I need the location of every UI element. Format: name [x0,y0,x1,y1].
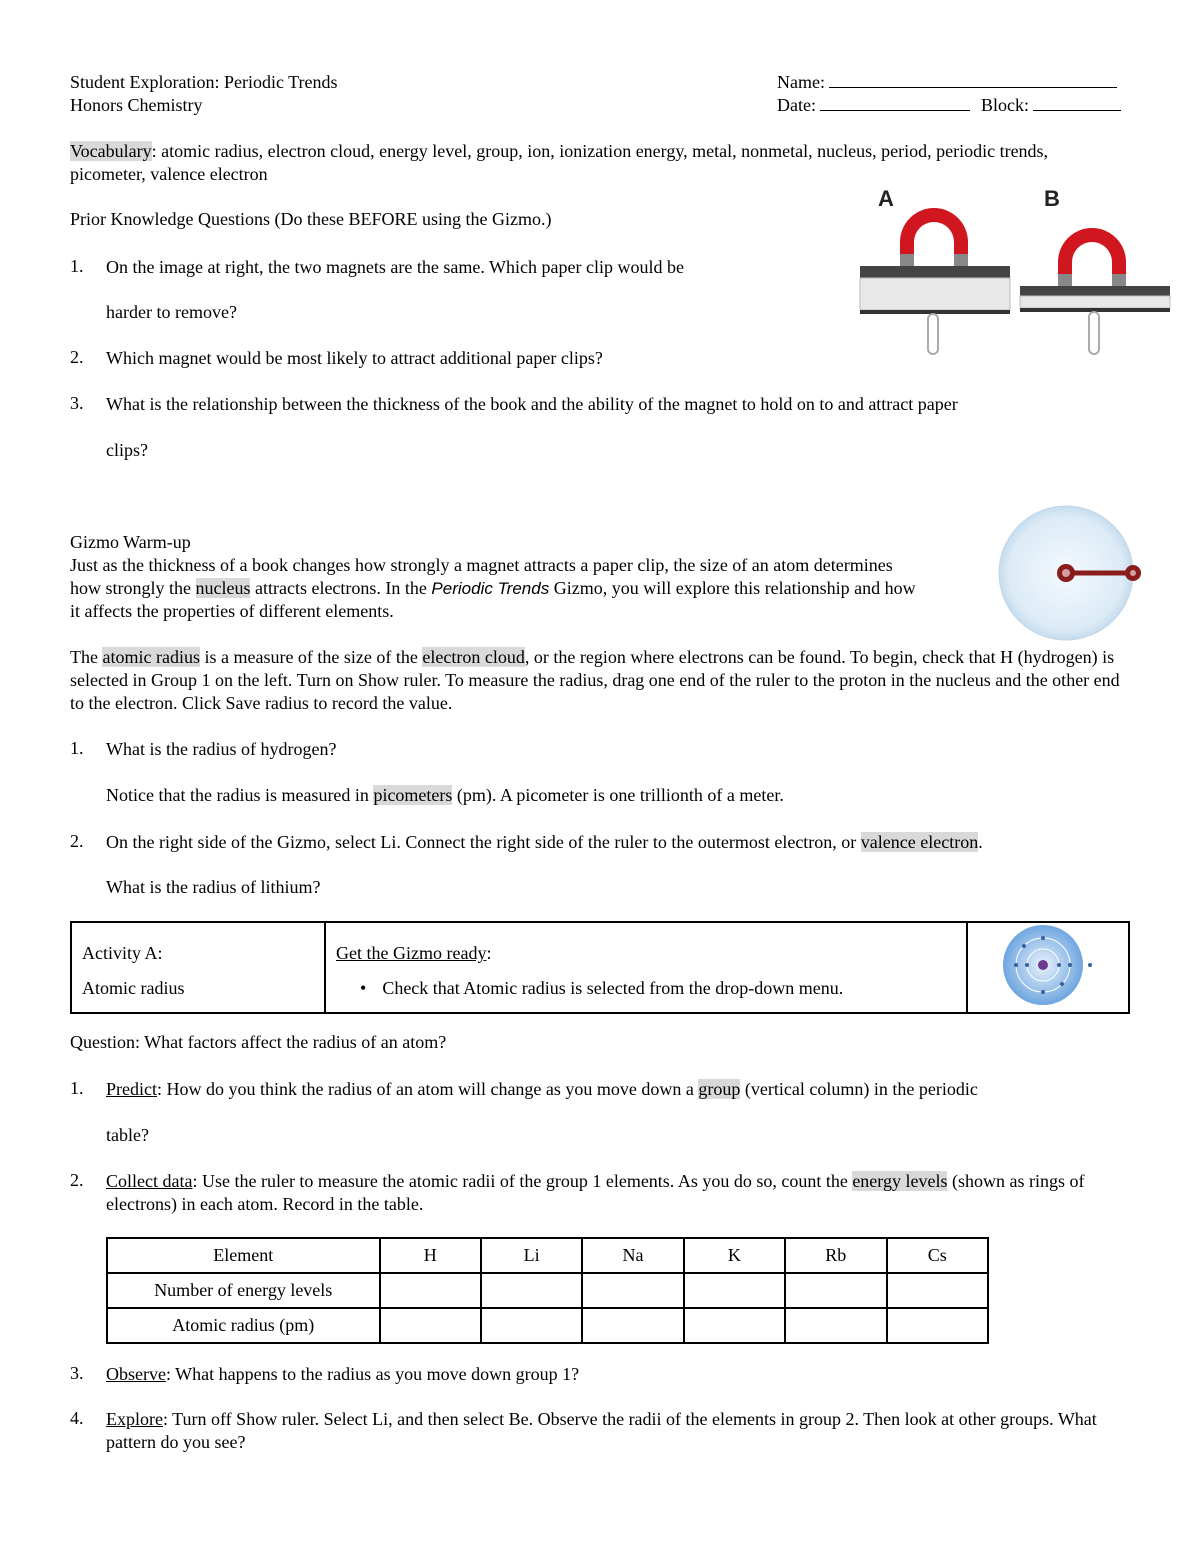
act-q2-text: Collect data: Use the ruler to measure the atomic radii of the group 1 elements. As you do so, count the energy levels (shown as rings of electrons) in each atom. Record in the table. [106,1171,1085,1214]
term-atomic-radius: atomic radius [102,647,200,667]
pk-q3-text: What is the relationship between the thickness of the book and the ability of the magnet to hold on to and attract paper [106,394,958,414]
act-q2-number: 2. [70,1170,84,1190]
table-header-cell: Cs [887,1238,988,1273]
term-valence-electron: valence electron [860,832,979,852]
act-q1-text: Predict: How do you think the radius of an atom will change as you move down a group (vertical column) in the periodic [106,1079,978,1099]
table-header-cell: Li [481,1238,582,1273]
warmup-q2-text: On the right side of the Gizmo, select Li. Connect the right side of the ruler to the outermost electron, or valence electron. [106,832,983,852]
warmup-q2-sub: What is the radius of lithium? [106,877,321,897]
course-name: Honors Chemistry [70,95,203,115]
term-picometers: picometers [373,785,453,805]
row-label-atomic-radius: Atomic radius (pm) [107,1308,380,1343]
radius-cs[interactable] [887,1308,988,1343]
energy-levels-rb[interactable] [785,1273,886,1308]
table-header-cell: H [380,1238,481,1273]
pk-q1-text-cont: harder to remove? [106,302,237,322]
activity-title: Activity A: [82,943,163,963]
table-row [107,1308,988,1343]
act-q4-number: 4. [70,1408,84,1428]
energy-levels-h[interactable] [380,1273,481,1308]
pk-q2-number: 2. [70,347,84,367]
collect-data-label: Collect data [106,1171,193,1191]
radius-h[interactable] [380,1308,481,1343]
gizmo-ready-label: Get the Gizmo ready [336,943,487,963]
radius-li[interactable] [481,1308,582,1343]
radius-rb[interactable] [785,1308,886,1343]
pk-q2-text: Which magnet would be most likely to attract additional paper clips? [106,348,603,368]
warmup-paragraph-2: The atomic radius is a measure of the size of the electron cloud, or the region where electrons can be found. To begin, check that H (hydrogen) is selected in Group 1 on the left. Turn on Show ruler. To measure the radius, drag one end of the ruler to the proton in the nucleus and the other end to the electron. Click Save radius to record the value. [70,647,1120,713]
name-label: Name: [777,72,825,92]
warmup-q1-note: Notice that the radius is measured in picometers (pm). A picometer is one trillionth of a meter. [106,785,784,805]
warmup-q1-text: What is the radius of hydrogen? [106,739,337,759]
table-header-cell: Rb [785,1238,886,1273]
pk-q3-text-cont: clips? [106,440,148,460]
label-a: A [878,186,894,211]
act-q1-number: 1. [70,1078,84,1098]
radius-na[interactable] [582,1308,683,1343]
table-header-cell: Element [107,1238,380,1273]
energy-levels-li[interactable] [481,1273,582,1308]
table-header-cell: Na [582,1238,683,1273]
act-q3-text: Observe: What happens to the radius as you move down group 1? [106,1364,580,1384]
group1-data-table [106,1237,989,1344]
table-row [107,1273,988,1308]
magnets-illustration [858,182,1172,362]
question-heading: Question: What factors affect the radius of an atom? [70,1032,447,1052]
pk-q1-number: 1. [70,256,84,276]
gizmo-name: Periodic Trends [431,579,550,598]
activity-subtitle: Atomic radius [82,978,185,998]
hydrogen-atom-illustration [996,503,1146,645]
term-group: group [698,1079,741,1099]
bullet-icon: • [360,978,367,998]
row-label-energy-levels: Number of energy levels [107,1273,380,1308]
term-nucleus: nucleus [195,578,251,598]
block-label: Block: [980,95,1029,115]
activity-bullet: • Check that Atomic radius is selected from the drop-down menu. [360,978,844,998]
vocabulary-terms: : atomic radius, electron cloud, energy level, group, ion, ionization energy, metal, nonmetal, nucleus, period, periodic trends, picometer, valence electron [70,141,1049,184]
vocabulary [70,140,1090,186]
act-q1-text-cont: table? [106,1125,149,1145]
date-label: Date: [777,95,816,115]
prior-knowledge-heading: Prior Knowledge Questions (Do these BEFORE using the Gizmo.) [70,209,552,229]
block-field[interactable] [1033,94,1121,111]
atom-rings-icon [998,923,1098,1007]
name-field[interactable] [829,71,1117,88]
worksheet-title: Student Exploration: Periodic Trends [70,72,338,92]
pk-q3-number: 3. [70,393,84,413]
radius-k[interactable] [684,1308,785,1343]
activity-header-box: Activity A: Atomic radius Get the Gizmo ready: • Check that Atomic radius is selected from the drop-down menu. [70,921,1130,1014]
warmup-paragraph-1: Just as the thickness of a book changes how strongly a magnet attracts a paper clip, the size of an atom determines how strongly the nucleus attracts electrons. In the Periodic Trends Gizmo, you will explore this relationship and how it affects the properties of different elements. [70,555,916,621]
term-energy-levels: energy levels [852,1171,948,1191]
predict-label: Predict [106,1079,157,1099]
pk-q1-text: On the image at right, the two magnets are the same. Which paper clip would be [106,257,684,277]
observe-label: Observe [106,1364,166,1384]
explore-label: Explore [106,1409,163,1429]
term-electron-cloud: electron cloud [422,647,525,667]
table-header-row [107,1238,988,1273]
label-b: B [1044,186,1060,211]
warmup-heading: Gizmo Warm-up [70,532,191,552]
warmup-q2-number: 2. [70,831,84,851]
energy-levels-cs[interactable] [887,1273,988,1308]
act-q4-text: Explore: Turn off Show ruler. Select Li, and then select Be. Observe the radii of the elements in group 2. Then look at other groups. What pattern do you see? [106,1409,1097,1452]
energy-levels-na[interactable] [582,1273,683,1308]
warmup-q1-number: 1. [70,738,84,758]
table-header-cell: K [684,1238,785,1273]
act-q3-number: 3. [70,1363,84,1383]
date-field[interactable] [820,94,970,111]
energy-levels-k[interactable] [684,1273,785,1308]
vocabulary-label: Vocabulary [70,141,152,161]
